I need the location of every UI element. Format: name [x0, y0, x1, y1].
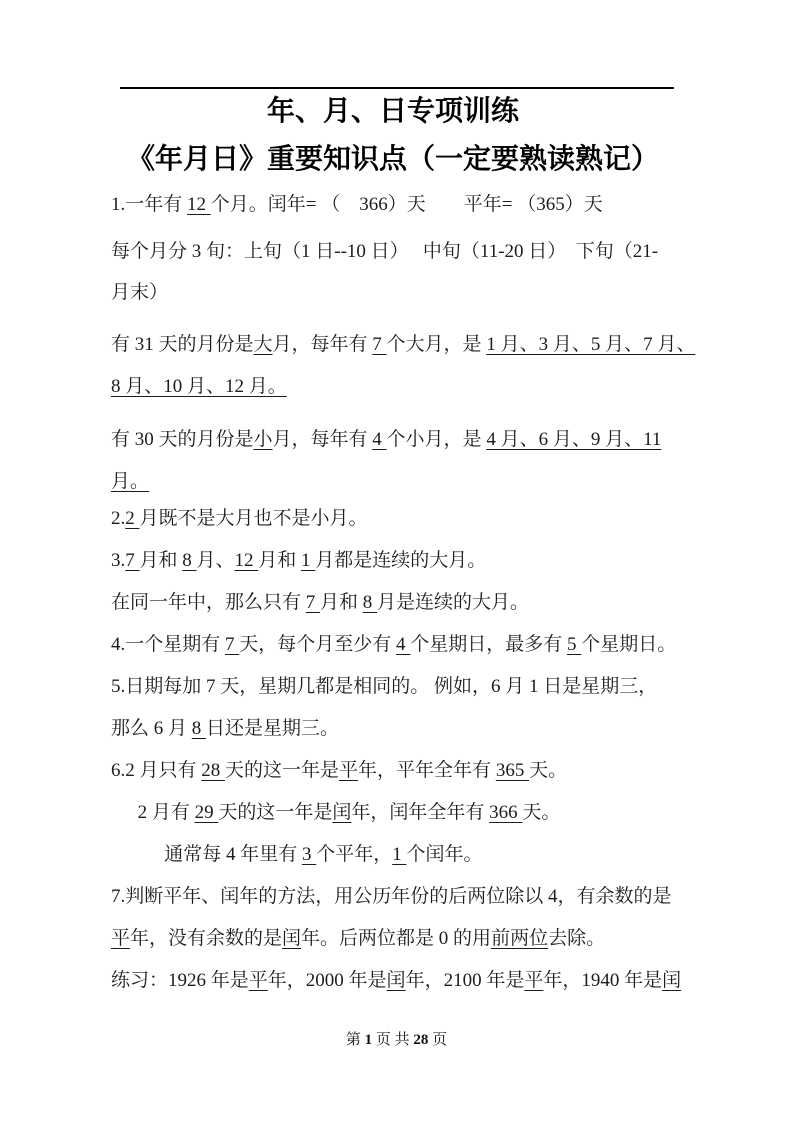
text-segment: 平: [248, 970, 268, 991]
text-line: [111, 716, 761, 742]
text-line: [111, 548, 761, 574]
text-segment: 1: [301, 550, 316, 571]
text-line: [111, 280, 761, 306]
text-segment: 平: [339, 760, 359, 781]
text-segment: 个平年，: [316, 844, 393, 865]
text-segment: 第: [345, 1032, 365, 1048]
text-line: [111, 469, 761, 495]
text-line: [111, 192, 761, 218]
text-segment: 7.判断平年、闰年的方法，用公历年份的后两位除以 4，有余数的是: [111, 886, 672, 907]
text-segment: 有 30 天的月份是: [111, 429, 254, 450]
text-segment: 7: [225, 634, 240, 655]
text-segment: 4.一个星期有: [111, 634, 226, 655]
text-segment: 5.日期每加 7 天，星期几都是相同的。 例如，6 月 1 日是星期三，: [111, 676, 658, 697]
text-segment: 29: [194, 802, 219, 823]
text-segment: 7: [372, 334, 387, 355]
knowledge-points-body: [111, 192, 761, 994]
text-segment: 页: [428, 1032, 448, 1048]
text-segment: 个月。闰年= （ 366）天 平年= （365）天: [210, 194, 603, 215]
text-segment: 天的这一年是: [218, 802, 333, 823]
text-segment: 年，1940 年是: [543, 970, 663, 991]
text-segment: 28: [201, 760, 226, 781]
text-segment: 天的这一年是: [225, 760, 340, 781]
text-segment: 6.2 月只有: [111, 760, 202, 781]
text-segment: 1: [364, 1032, 373, 1048]
text-line: [111, 968, 761, 994]
text-segment: 2: [125, 508, 140, 529]
text-segment: 12: [187, 194, 211, 215]
text-segment: 2 月有: [137, 802, 195, 823]
text-segment: 闰: [386, 970, 406, 991]
text-segment: 8: [362, 592, 378, 613]
text-segment: 有 31 天的月份是: [111, 334, 254, 355]
text-segment: 页 共: [372, 1032, 414, 1048]
text-line: [111, 239, 761, 265]
text-segment: 4: [372, 429, 387, 450]
text-line: [111, 800, 761, 826]
text-segment: 3.: [111, 550, 126, 571]
text-segment: 28: [413, 1032, 429, 1048]
text-segment: 3: [301, 844, 317, 865]
text-line: [111, 926, 761, 952]
doc-title: 年、月、日专项训练: [266, 96, 519, 127]
text-segment: 天。: [529, 760, 568, 781]
text-segment: 通常每 4 年里有: [164, 844, 302, 865]
text-segment: 平: [111, 928, 131, 949]
text-segment: 闰: [332, 802, 352, 823]
text-segment: 日还是星期三。: [206, 718, 340, 739]
text-segment: 练习：1926 年是: [111, 970, 249, 991]
text-line: [111, 374, 761, 400]
text-segment: 天，每个月至少有: [239, 634, 397, 655]
text-segment: 366: [489, 802, 523, 823]
text-segment: 个星期日。: [581, 634, 677, 655]
text-segment: 1: [392, 844, 407, 865]
text-segment: 大: [253, 334, 273, 355]
text-segment: 月。: [111, 471, 150, 492]
text-segment: 月，每年有: [272, 334, 373, 355]
text-line: [111, 332, 761, 358]
text-segment: 前两位: [491, 928, 549, 949]
text-segment: 年，没有余数的是: [130, 928, 283, 949]
text-segment: 月都是连续的大月。: [315, 550, 487, 571]
text-segment: 闰: [662, 970, 682, 991]
doc-subtitle: 《年月日》重要知识点（一定要熟读熟记）: [126, 144, 659, 175]
text-segment: 8: [191, 718, 207, 739]
text-segment: 那么 6 月: [111, 718, 192, 739]
text-line: [111, 842, 761, 868]
text-segment: 8: [182, 550, 197, 571]
text-segment: 365: [495, 760, 530, 781]
text-segment: 4 月、6 月、9 月、11: [486, 429, 662, 450]
text-segment: 月、: [196, 550, 235, 571]
title-block: [111, 88, 675, 184]
text-segment: 7: [125, 550, 140, 571]
text-segment: 年，2000 年是: [267, 970, 387, 991]
text-line: [111, 674, 761, 700]
text-segment: 个大月，是: [386, 334, 487, 355]
text-segment: 年，平年全年有: [358, 760, 496, 781]
text-segment: 闰: [282, 928, 302, 949]
text-line: [111, 758, 761, 784]
text-segment: 每个月分 3 旬：上旬（1 日--10 日） 中旬（11-20 日） 下旬（21-: [111, 241, 659, 262]
text-segment: 5: [567, 634, 582, 655]
text-segment: 在同一年中，那么只有: [111, 592, 306, 613]
text-segment: 天。: [522, 802, 561, 823]
text-segment: 年，2100 年是: [405, 970, 525, 991]
text-segment: 小: [253, 429, 273, 450]
text-segment: 平: [524, 970, 544, 991]
text-line: [111, 506, 761, 532]
text-segment: 7: [305, 592, 321, 613]
text-segment: 个闰年。: [406, 844, 483, 865]
text-segment: 4: [396, 634, 411, 655]
page-footer: [0, 1030, 793, 1050]
text-line: [111, 884, 761, 910]
text-segment: 月是连续的大月。: [377, 592, 530, 613]
text-segment: 个小月，是: [386, 429, 487, 450]
text-line: [111, 590, 761, 616]
text-segment: 年。后两位都是 0 的用: [301, 928, 492, 949]
text-segment: 8 月、10 月、12 月。: [111, 376, 287, 397]
text-segment: 月既不是大月也不是小月。: [139, 508, 368, 529]
text-segment: 月和: [139, 550, 183, 571]
text-line: [111, 427, 761, 453]
text-segment: 月和: [258, 550, 302, 571]
text-segment: 个星期日，最多有: [410, 634, 568, 655]
text-segment: 年，闰年全年有: [351, 802, 490, 823]
text-segment: 月末）: [111, 282, 169, 303]
text-segment: 去除。: [548, 928, 606, 949]
text-segment: 1.一年有: [111, 194, 188, 215]
text-segment: 2.: [111, 508, 126, 529]
text-segment: 月和: [320, 592, 363, 613]
text-segment: 12: [234, 550, 259, 571]
text-segment: 月，每年有: [272, 429, 373, 450]
text-line: [111, 632, 761, 658]
text-segment: 1 月、3 月、5 月、7 月、: [486, 334, 696, 355]
